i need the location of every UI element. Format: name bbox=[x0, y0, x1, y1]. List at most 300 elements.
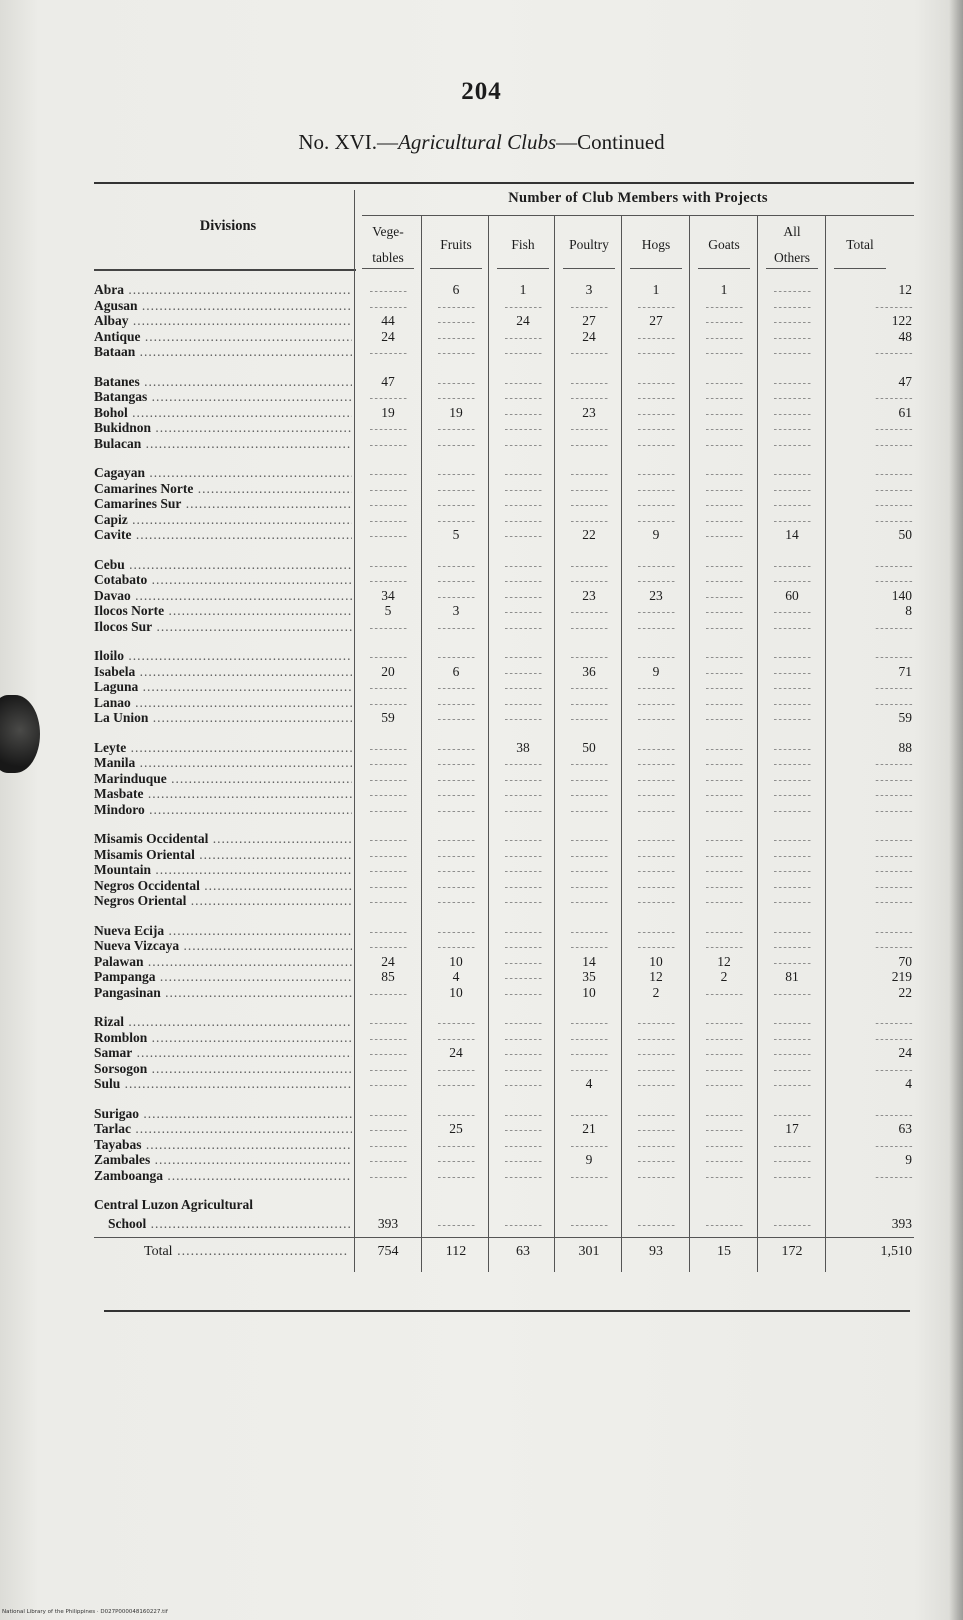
table-row bbox=[94, 664, 914, 680]
school-name-line1: Central Luzon Agricultural bbox=[94, 1197, 253, 1212]
cell-hogs bbox=[624, 436, 688, 452]
cell-total: 22 bbox=[898, 984, 912, 1000]
cell-fruits bbox=[424, 298, 488, 314]
cell-total: 61 bbox=[898, 404, 912, 420]
cell-veg: 24 bbox=[381, 953, 395, 969]
cell-fruits bbox=[424, 420, 488, 436]
division-name: Tarlac ..... bbox=[94, 1121, 352, 1137]
cell-hogs bbox=[624, 603, 688, 619]
cell-fruits bbox=[424, 389, 488, 405]
column-header-text: Vege- bbox=[372, 223, 404, 239]
cell-poultry: 50 bbox=[582, 739, 596, 755]
cell-poultry bbox=[557, 786, 621, 802]
total-veg: 754 bbox=[377, 1244, 399, 1259]
column-header-rule bbox=[630, 268, 682, 269]
page-edge-shadow bbox=[949, 0, 963, 1620]
cell-veg bbox=[356, 893, 420, 909]
cell-fish bbox=[491, 329, 555, 345]
cell-fruits bbox=[424, 847, 488, 863]
column-divider bbox=[554, 216, 555, 1272]
cell-poultry bbox=[557, 1137, 621, 1153]
cell-hogs bbox=[624, 405, 688, 421]
column-header-rule bbox=[563, 268, 615, 269]
cell-fish bbox=[491, 344, 555, 360]
table-row bbox=[94, 436, 914, 452]
table-row bbox=[94, 969, 914, 985]
table-row bbox=[94, 619, 914, 635]
table-row bbox=[94, 802, 914, 818]
cell-others bbox=[760, 695, 824, 711]
cell-hogs bbox=[624, 420, 688, 436]
cell-veg bbox=[356, 695, 420, 711]
cell-goats bbox=[692, 1152, 756, 1168]
cell-hogs bbox=[624, 465, 688, 481]
cell-poultry bbox=[557, 679, 621, 695]
cell-fruits bbox=[424, 710, 488, 726]
cell-fruits bbox=[424, 374, 488, 390]
cell-total bbox=[828, 619, 912, 635]
cell-veg bbox=[356, 344, 420, 360]
cell-goats bbox=[692, 847, 756, 863]
cell-hogs bbox=[624, 893, 688, 909]
cell-hogs: 12 bbox=[649, 969, 663, 984]
division-name: Zambales ..... bbox=[94, 1152, 352, 1168]
column-header-poultry bbox=[557, 222, 621, 266]
cell-others bbox=[760, 1168, 824, 1184]
cell-hogs bbox=[624, 679, 688, 695]
division-name: Tayabas ..... bbox=[94, 1137, 352, 1153]
cell-veg bbox=[356, 619, 420, 635]
division-name: Palawan ..... bbox=[94, 954, 352, 970]
column-header-text: Goats bbox=[708, 236, 740, 252]
cell-total bbox=[828, 1168, 912, 1184]
table-row bbox=[94, 572, 914, 588]
table-row bbox=[94, 298, 914, 314]
column-header-text: tables bbox=[372, 249, 404, 265]
cell-fish bbox=[491, 1216, 555, 1232]
cell-fruits bbox=[424, 648, 488, 664]
cell-total bbox=[828, 831, 912, 847]
table-row bbox=[94, 954, 914, 970]
cell-others bbox=[760, 465, 824, 481]
table-row bbox=[94, 679, 914, 695]
cell-hogs bbox=[624, 496, 688, 512]
cell-others bbox=[760, 603, 824, 619]
table-row bbox=[94, 771, 914, 787]
division-name: Misamis Oriental ..... bbox=[94, 847, 352, 863]
cell-poultry bbox=[557, 938, 621, 954]
cell-poultry bbox=[557, 389, 621, 405]
cell-fruits bbox=[424, 862, 488, 878]
cell-hogs: 9 bbox=[652, 527, 660, 542]
cell-poultry bbox=[557, 862, 621, 878]
cell-poultry: 3 bbox=[585, 282, 593, 297]
division-name: Ilocos Norte ..... bbox=[94, 603, 352, 619]
table-row bbox=[94, 344, 914, 360]
cell-poultry bbox=[557, 648, 621, 664]
cell-total: 88 bbox=[898, 739, 912, 755]
cell-goats bbox=[692, 771, 756, 787]
division-name: Davao ..... bbox=[94, 588, 352, 604]
cell-goats bbox=[692, 802, 756, 818]
cell-hogs bbox=[624, 1014, 688, 1030]
cell-fruits: 5 bbox=[452, 527, 460, 542]
division-name: Samar ..... bbox=[94, 1045, 352, 1061]
cell-poultry bbox=[557, 802, 621, 818]
cell-fish bbox=[491, 512, 555, 528]
cell-fish bbox=[491, 893, 555, 909]
column-header-rule bbox=[766, 268, 818, 269]
cell-hogs bbox=[624, 771, 688, 787]
cell-fruits bbox=[424, 938, 488, 954]
cell-hogs bbox=[624, 831, 688, 847]
cell-veg bbox=[356, 465, 420, 481]
cell-fruits bbox=[424, 481, 488, 497]
cell-hogs bbox=[624, 802, 688, 818]
cell-fish bbox=[491, 923, 555, 939]
school-row-label bbox=[94, 1197, 914, 1213]
cell-fruits bbox=[424, 557, 488, 573]
cell-hogs bbox=[624, 389, 688, 405]
cell-fish bbox=[491, 985, 555, 1001]
column-header-text: Poultry bbox=[569, 236, 609, 252]
cell-veg bbox=[356, 938, 420, 954]
table-row bbox=[94, 329, 914, 345]
cell-fruits bbox=[424, 695, 488, 711]
column-header-goats bbox=[692, 222, 756, 266]
cell-poultry bbox=[557, 481, 621, 497]
division-name: Misamis Occidental ..... bbox=[94, 831, 352, 847]
cell-veg bbox=[356, 1014, 420, 1030]
cell-hogs: 2 bbox=[652, 984, 660, 1000]
cell-others bbox=[760, 1030, 824, 1046]
table-row bbox=[94, 938, 914, 954]
division-name: La Union ..... bbox=[94, 710, 352, 726]
cell-fish bbox=[491, 771, 555, 787]
division-name: Abra ..... bbox=[94, 282, 352, 298]
cell-hogs: 1 bbox=[652, 282, 660, 297]
cell-others bbox=[760, 496, 824, 512]
table-row bbox=[94, 695, 914, 711]
total-rule bbox=[94, 1237, 914, 1238]
cell-hogs bbox=[624, 329, 688, 345]
table-row bbox=[94, 878, 914, 894]
cell-hogs bbox=[624, 1168, 688, 1184]
table-row bbox=[94, 1152, 914, 1168]
table-row bbox=[94, 1137, 914, 1153]
cell-veg bbox=[356, 1106, 420, 1122]
division-name: Laguna ..... bbox=[94, 679, 352, 695]
cell-poultry bbox=[557, 298, 621, 314]
cell-fish bbox=[491, 695, 555, 711]
cell-total: 219 bbox=[891, 969, 912, 984]
title-prefix: No. XVI.— bbox=[298, 130, 399, 154]
cell-fruits bbox=[424, 878, 488, 894]
cell-veg bbox=[356, 572, 420, 588]
division-name: Bohol ..... bbox=[94, 405, 352, 421]
cell-goats bbox=[692, 740, 756, 756]
cell-goats bbox=[692, 1106, 756, 1122]
cell-fruits: 25 bbox=[449, 1121, 463, 1136]
column-header-rule bbox=[497, 268, 549, 269]
cell-veg: 19 bbox=[381, 404, 395, 420]
cell-fish bbox=[491, 1121, 555, 1137]
cell-hogs bbox=[624, 938, 688, 954]
cell-veg bbox=[356, 679, 420, 695]
cell-others bbox=[760, 893, 824, 909]
cell-hogs bbox=[624, 374, 688, 390]
cell-hogs bbox=[624, 1045, 688, 1061]
table-row bbox=[94, 710, 914, 726]
cell-others bbox=[760, 512, 824, 528]
cell-hogs bbox=[624, 481, 688, 497]
cell-fish bbox=[491, 1076, 555, 1092]
column-divider bbox=[354, 190, 355, 1272]
table-row bbox=[94, 313, 914, 329]
cell-others bbox=[760, 1106, 824, 1122]
cell-poultry bbox=[557, 557, 621, 573]
cell-veg bbox=[356, 1152, 420, 1168]
cell-hogs bbox=[624, 878, 688, 894]
cell-veg bbox=[356, 740, 420, 756]
column-divider bbox=[757, 216, 758, 1272]
cell-total: 9 bbox=[905, 1152, 912, 1167]
cell-poultry bbox=[557, 1168, 621, 1184]
cell-total: 70 bbox=[898, 953, 912, 969]
cell-others bbox=[760, 1216, 824, 1232]
cell-veg bbox=[356, 1137, 420, 1153]
cell-goats bbox=[692, 985, 756, 1001]
cell-fish bbox=[491, 969, 555, 985]
cell-fruits bbox=[424, 496, 488, 512]
table-row bbox=[94, 1061, 914, 1077]
table-row bbox=[94, 648, 914, 664]
cell-poultry: 21 bbox=[582, 1121, 596, 1136]
cell-goats bbox=[692, 786, 756, 802]
cell-fish bbox=[491, 1014, 555, 1030]
cell-fish bbox=[491, 1030, 555, 1046]
division-name: Lanao ..... bbox=[94, 695, 352, 711]
cell-fish bbox=[491, 710, 555, 726]
cell-poultry: 9 bbox=[585, 1152, 593, 1167]
cell-fruits bbox=[424, 619, 488, 635]
cell-fish bbox=[491, 420, 555, 436]
cell-veg bbox=[356, 802, 420, 818]
title-suffix: —Continued bbox=[556, 130, 665, 154]
school-name-line2: School ..... bbox=[108, 1216, 352, 1232]
cell-poultry bbox=[557, 1045, 621, 1061]
cell-fruits bbox=[424, 1014, 488, 1030]
cell-goats bbox=[692, 1168, 756, 1184]
cell-total bbox=[828, 557, 912, 573]
cell-fish bbox=[491, 405, 555, 421]
cell-goats bbox=[692, 329, 756, 345]
cell-hogs bbox=[624, 1121, 688, 1137]
cell-fruits bbox=[424, 1061, 488, 1077]
cell-fruits bbox=[424, 1106, 488, 1122]
cell-fruits bbox=[424, 588, 488, 604]
division-name: Camarines Norte ..... bbox=[94, 481, 352, 497]
column-divider bbox=[621, 216, 622, 1272]
column-header-text: All bbox=[783, 223, 801, 239]
cell-fruits bbox=[424, 1030, 488, 1046]
cell-poultry bbox=[557, 512, 621, 528]
cell-poultry bbox=[557, 1216, 621, 1232]
cell-goats: 12 bbox=[717, 953, 731, 969]
cell-total bbox=[828, 1137, 912, 1153]
division-name: Batangas ..... bbox=[94, 389, 352, 405]
cell-fruits: 6 bbox=[452, 663, 460, 679]
cell-fish: 24 bbox=[516, 313, 530, 328]
cell-poultry bbox=[557, 923, 621, 939]
cell-others bbox=[760, 664, 824, 680]
cell-poultry: 24 bbox=[582, 328, 596, 344]
cell-total bbox=[828, 1014, 912, 1030]
cell-veg bbox=[356, 496, 420, 512]
table-row bbox=[94, 847, 914, 863]
cell-hogs bbox=[624, 648, 688, 664]
cell-fish bbox=[491, 755, 555, 771]
cell-others bbox=[760, 878, 824, 894]
cell-others bbox=[760, 481, 824, 497]
cell-goats bbox=[692, 572, 756, 588]
cell-poultry: 23 bbox=[582, 587, 596, 603]
cell-fish bbox=[491, 954, 555, 970]
cell-fish bbox=[491, 557, 555, 573]
table-row bbox=[94, 923, 914, 939]
cell-total bbox=[828, 496, 912, 512]
division-name: Leyte ..... bbox=[94, 740, 352, 756]
cell-fruits bbox=[424, 313, 488, 329]
cell-goats: 1 bbox=[720, 282, 728, 297]
division-name: Mountain ..... bbox=[94, 862, 352, 878]
cell-hogs bbox=[624, 1076, 688, 1092]
cell-veg bbox=[356, 1045, 420, 1061]
cell-poultry bbox=[557, 1061, 621, 1077]
cell-hogs bbox=[624, 298, 688, 314]
cell-hogs bbox=[624, 786, 688, 802]
cell-veg bbox=[356, 786, 420, 802]
cell-others bbox=[760, 420, 824, 436]
scan-footer-tag: National Library of the Philippines · D027P000048160227.tif bbox=[2, 1609, 168, 1615]
cell-fruits: 19 bbox=[449, 404, 463, 420]
cell-others bbox=[760, 802, 824, 818]
cell-goats bbox=[692, 938, 756, 954]
cell-hogs: 9 bbox=[652, 663, 660, 679]
cell-fish bbox=[491, 1168, 555, 1184]
cell-total bbox=[828, 695, 912, 711]
cell-others bbox=[760, 862, 824, 878]
table-row bbox=[94, 557, 914, 573]
cell-others bbox=[760, 1137, 824, 1153]
cell-total bbox=[828, 1030, 912, 1046]
cell-hogs bbox=[624, 1152, 688, 1168]
division-name: Isabela ..... bbox=[94, 664, 352, 680]
cell-goats bbox=[692, 603, 756, 619]
cell-goats bbox=[692, 755, 756, 771]
division-name: Negros Oriental ..... bbox=[94, 893, 352, 909]
cell-total bbox=[828, 771, 912, 787]
column-header-text: Others bbox=[774, 249, 810, 265]
cell-goats bbox=[692, 710, 756, 726]
table-row bbox=[94, 282, 914, 298]
table-row bbox=[94, 1045, 914, 1061]
total-poultry: 301 bbox=[578, 1244, 600, 1259]
cell-goats bbox=[692, 496, 756, 512]
table-row bbox=[94, 786, 914, 802]
division-name: Cebu ..... bbox=[94, 557, 352, 573]
cell-total bbox=[828, 465, 912, 481]
division-name: Capiz ..... bbox=[94, 512, 352, 528]
cell-total bbox=[828, 786, 912, 802]
cell-total bbox=[828, 572, 912, 588]
school-row bbox=[94, 1216, 914, 1232]
cell-others bbox=[760, 938, 824, 954]
cell-goats bbox=[692, 664, 756, 680]
cell-others bbox=[760, 648, 824, 664]
cell-total bbox=[828, 1061, 912, 1077]
cell-others bbox=[760, 786, 824, 802]
cell-total bbox=[828, 755, 912, 771]
cell-total: 24 bbox=[898, 1045, 912, 1060]
cell-fish bbox=[491, 374, 555, 390]
column-header-others bbox=[760, 222, 824, 266]
cell-veg: 24 bbox=[381, 328, 395, 344]
cell-goats bbox=[692, 1216, 756, 1232]
cell-goats bbox=[692, 527, 756, 543]
cell-total: 8 bbox=[905, 603, 912, 618]
table-row bbox=[94, 389, 914, 405]
cell-others bbox=[760, 389, 824, 405]
cell-others bbox=[760, 1061, 824, 1077]
column-divider bbox=[825, 216, 826, 1272]
title-italic: Agricultural Clubs bbox=[398, 130, 557, 154]
cell-others bbox=[760, 710, 824, 726]
division-name: Bulacan ..... bbox=[94, 436, 352, 452]
cell-veg bbox=[356, 755, 420, 771]
column-header-fruits bbox=[424, 222, 488, 266]
division-name: Negros Occidental ..... bbox=[94, 878, 352, 894]
cell-total bbox=[828, 344, 912, 360]
cell-goats bbox=[692, 374, 756, 390]
cell-poultry bbox=[557, 603, 621, 619]
cell-goats bbox=[692, 481, 756, 497]
cell-fruits bbox=[424, 740, 488, 756]
cell-total: 48 bbox=[898, 328, 912, 344]
cell-poultry bbox=[557, 878, 621, 894]
cell-hogs bbox=[624, 619, 688, 635]
cell-fish bbox=[491, 1106, 555, 1122]
cell-hogs bbox=[624, 344, 688, 360]
division-name: Albay ..... bbox=[94, 313, 352, 329]
cell-total bbox=[828, 481, 912, 497]
column-divider bbox=[689, 216, 690, 1272]
division-name: Cavite ..... bbox=[94, 527, 352, 543]
division-name: Mindoro ..... bbox=[94, 802, 352, 818]
cell-fruits: 4 bbox=[452, 969, 460, 984]
division-name: Bataan ..... bbox=[94, 344, 352, 360]
cell-fish bbox=[491, 938, 555, 954]
cell-hogs bbox=[624, 695, 688, 711]
cell-others: 81 bbox=[785, 969, 799, 984]
cell-total bbox=[828, 512, 912, 528]
cell-others: 17 bbox=[785, 1121, 799, 1136]
cell-total: 50 bbox=[898, 527, 912, 542]
group-header-rule bbox=[362, 215, 914, 216]
cell-total: 122 bbox=[891, 313, 912, 328]
table-row bbox=[94, 755, 914, 771]
cell-poultry bbox=[557, 496, 621, 512]
